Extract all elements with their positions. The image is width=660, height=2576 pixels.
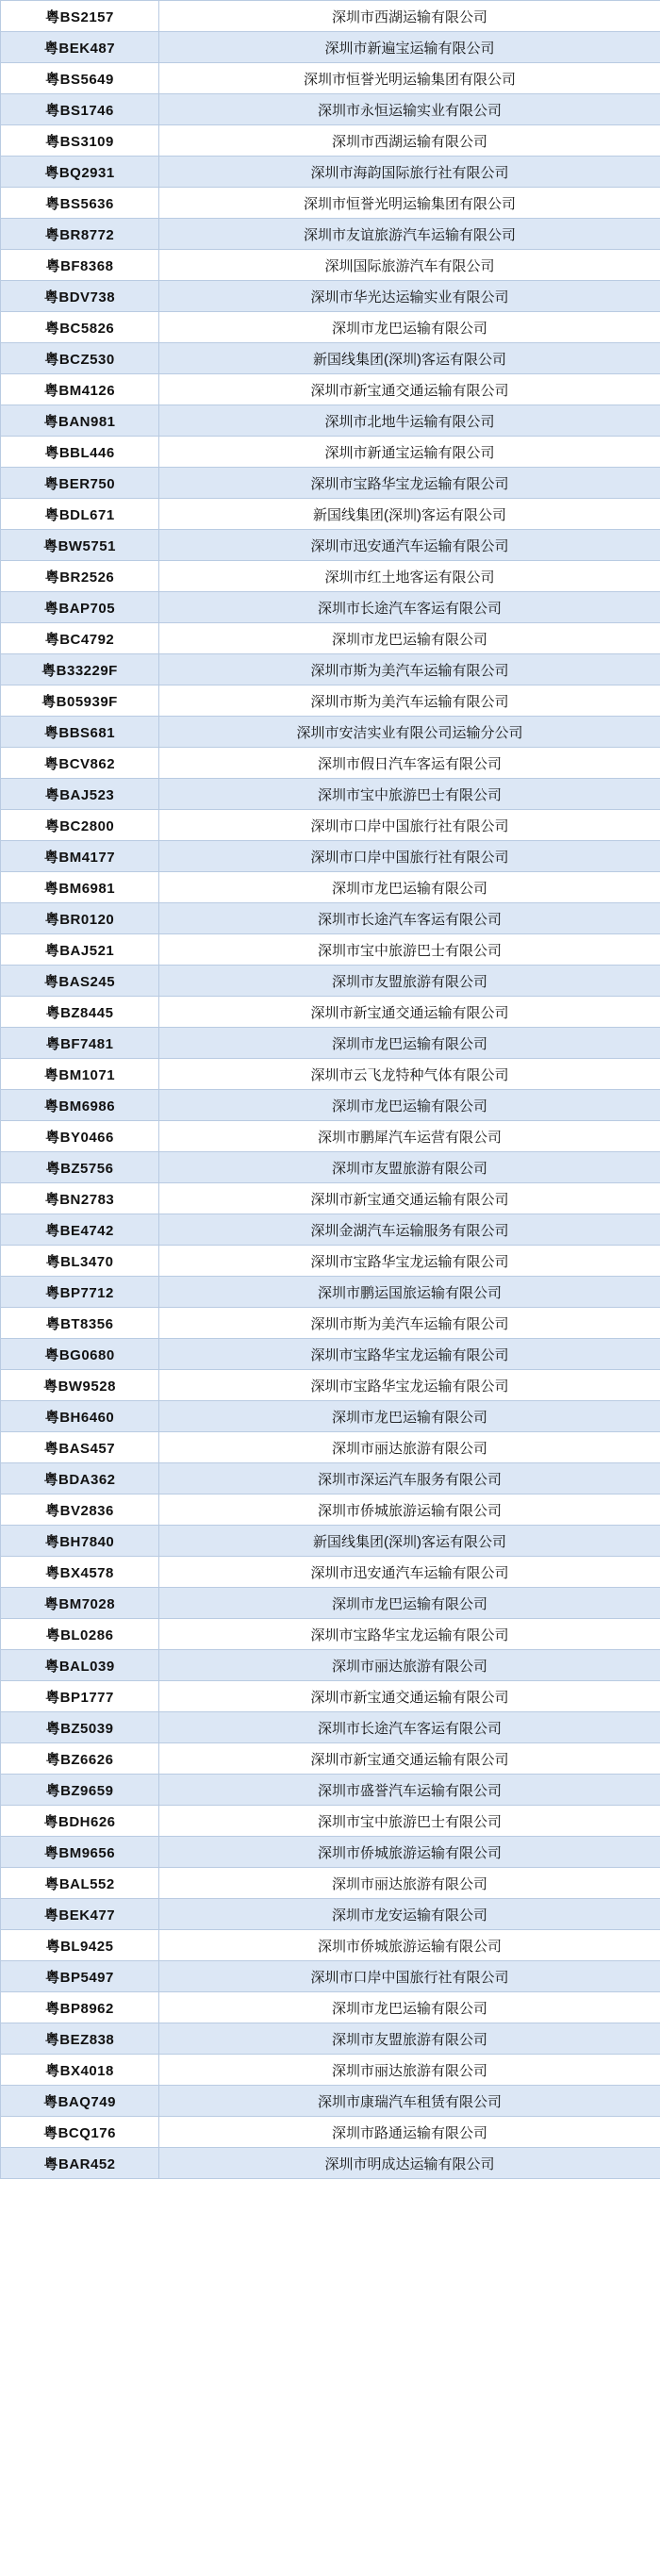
plate-number-cell: 粤BR0120 [1,903,159,934]
table-row [1,1,660,32]
plate-number-cell: 粤BAS457 [1,1432,159,1463]
plate-number-cell: 粤BW5751 [1,530,159,561]
company-name-cell: 深圳市斯为美汽车运输有限公司 [159,685,660,717]
company-name-cell: 深圳市宝中旅游巴士有限公司 [159,779,660,810]
company-name-cell: 深圳市丽达旅游有限公司 [159,1432,660,1463]
company-name-cell: 深圳市丽达旅游有限公司 [159,1650,660,1681]
company-name-cell: 深圳市宝中旅游巴士有限公司 [159,934,660,966]
company-name-cell: 深圳国际旅游汽车有限公司 [159,250,660,281]
table-row [1,561,660,592]
plate-number-cell: 粤BP8962 [1,1992,159,2023]
table-row [1,1183,660,1214]
company-name-cell: 深圳市新遍宝运输有限公司 [159,32,660,63]
plate-number-cell: 粤BS5649 [1,63,159,94]
table-row [1,654,660,685]
table-row [1,157,660,188]
table-row [1,1806,660,1837]
company-name-cell: 深圳市路通运输有限公司 [159,2117,660,2148]
plate-number-cell: 粤BC2800 [1,810,159,841]
table-row [1,748,660,779]
company-name-cell: 深圳市新宝通交通运输有限公司 [159,1183,660,1214]
table-row [1,872,660,903]
plate-number-cell: 粤BAS245 [1,966,159,997]
company-name-cell: 深圳市新宝通交通运输有限公司 [159,1681,660,1712]
table-row [1,934,660,966]
plate-number-cell: 粤BM7028 [1,1588,159,1619]
table-row [1,32,660,63]
table-row [1,1557,660,1588]
table-row [1,1152,660,1183]
table-row [1,2117,660,2148]
plate-number-cell: 粤BM4177 [1,841,159,872]
table-row [1,841,660,872]
plate-number-cell: 粤BDV738 [1,281,159,312]
plate-number-cell: 粤BM4126 [1,374,159,405]
company-name-cell: 深圳市西湖运输有限公司 [159,125,660,157]
company-name-cell: 深圳市丽达旅游有限公司 [159,1868,660,1899]
plate-number-cell: 粤BM1071 [1,1059,159,1090]
plate-number-cell: 粤BZ8445 [1,997,159,1028]
plate-number-cell: 粤BH7840 [1,1526,159,1557]
plate-number-cell: 粤BDL671 [1,499,159,530]
plate-number-cell: 粤BP7712 [1,1277,159,1308]
plate-number-cell: 粤BBL446 [1,437,159,468]
plate-number-cell: 粤BAQ749 [1,2086,159,2117]
table-row [1,1868,660,1899]
table-row [1,1899,660,1930]
company-name-cell: 深圳市友谊旅游汽车运输有限公司 [159,219,660,250]
plate-number-cell: 粤BAJ521 [1,934,159,966]
plate-number-cell: 粤BEK487 [1,32,159,63]
company-name-cell: 深圳市盛誉汽车运输有限公司 [159,1775,660,1806]
company-name-cell: 深圳市迅安通汽车运输有限公司 [159,530,660,561]
company-name-cell: 深圳市龙安运输有限公司 [159,1899,660,1930]
table-row [1,2055,660,2086]
plate-number-cell: 粤BG0680 [1,1339,159,1370]
company-name-cell: 深圳市龙巴运输有限公司 [159,623,660,654]
company-name-cell: 深圳金湖汽车运输服务有限公司 [159,1214,660,1246]
plate-number-cell: 粤BL9425 [1,1930,159,1961]
plate-number-cell: 粤BP5497 [1,1961,159,1992]
company-name-cell: 深圳市假日汽车客运有限公司 [159,748,660,779]
company-name-cell: 深圳市宝路华宝龙运输有限公司 [159,1339,660,1370]
plate-number-cell: 粤BAP705 [1,592,159,623]
company-name-cell: 深圳市龙巴运输有限公司 [159,1588,660,1619]
table-row [1,499,660,530]
company-name-cell: 深圳市红土地客运有限公司 [159,561,660,592]
table-row [1,903,660,934]
table-row [1,685,660,717]
plate-number-cell: 粤BAN981 [1,405,159,437]
table-row [1,2023,660,2055]
plate-number-cell: 粤BF8368 [1,250,159,281]
plate-number-cell: 粤BS3109 [1,125,159,157]
plate-number-cell: 粤BE4742 [1,1214,159,1246]
plate-number-cell: 粤BAL552 [1,1868,159,1899]
table-row [1,1432,660,1463]
plate-number-cell: 粤BR2526 [1,561,159,592]
plate-number-cell: 粤BS2157 [1,1,159,32]
table-body [1,1,660,2179]
table-row [1,374,660,405]
company-name-cell: 深圳市龙巴运输有限公司 [159,872,660,903]
table-row [1,623,660,654]
plate-number-cell: 粤BS1746 [1,94,159,125]
company-name-cell: 深圳市龙巴运输有限公司 [159,1028,660,1059]
plate-number-cell: 粤BC5826 [1,312,159,343]
company-name-cell: 深圳市龙巴运输有限公司 [159,312,660,343]
company-name-cell: 深圳市明成达运输有限公司 [159,2148,660,2179]
plate-number-cell: 粤BDA362 [1,1463,159,1494]
plate-number-cell: 粤BN2783 [1,1183,159,1214]
table-row [1,1930,660,1961]
table-row [1,94,660,125]
company-name-cell: 新国线集团(深圳)客运有限公司 [159,1526,660,1557]
table-row [1,437,660,468]
table-row [1,281,660,312]
plate-number-cell: 粤BY0466 [1,1121,159,1152]
company-name-cell: 深圳市友盟旅游有限公司 [159,1152,660,1183]
plate-number-cell: 粤BCQ176 [1,2117,159,2148]
company-name-cell: 深圳市新宝通交通运输有限公司 [159,374,660,405]
table-row [1,250,660,281]
table-row [1,1992,660,2023]
table-row [1,1494,660,1526]
table-row [1,779,660,810]
table-row [1,63,660,94]
company-name-cell: 深圳市斯为美汽车运输有限公司 [159,1308,660,1339]
table-row [1,1619,660,1650]
company-name-cell: 深圳市康瑞汽车租赁有限公司 [159,2086,660,2117]
company-name-cell: 深圳市鹏运国旅运输有限公司 [159,1277,660,1308]
plate-number-cell: 粤B33229F [1,654,159,685]
plate-number-cell: 粤BM6986 [1,1090,159,1121]
company-name-cell: 深圳市侨城旅游运输有限公司 [159,1930,660,1961]
plate-number-cell: 粤BDH626 [1,1806,159,1837]
table-row [1,810,660,841]
company-name-cell: 深圳市宝路华宝龙运输有限公司 [159,1370,660,1401]
plate-number-cell: 粤BM6981 [1,872,159,903]
table-row [1,1370,660,1401]
company-name-cell: 深圳市宝中旅游巴士有限公司 [159,1806,660,1837]
plate-number-cell: 粤BV2836 [1,1494,159,1526]
table-row [1,343,660,374]
company-name-cell: 深圳市华光达运输实业有限公司 [159,281,660,312]
company-name-cell: 深圳市龙巴运输有限公司 [159,1401,660,1432]
company-name-cell: 深圳市长途汽车客运有限公司 [159,592,660,623]
table-row [1,997,660,1028]
table-row [1,1837,660,1868]
company-name-cell: 深圳市长途汽车客运有限公司 [159,903,660,934]
table-row [1,405,660,437]
plate-number-cell: 粤BZ9659 [1,1775,159,1806]
company-name-cell: 深圳市安洁实业有限公司运输分公司 [159,717,660,748]
table-row [1,966,660,997]
plate-number-cell: 粤BEK477 [1,1899,159,1930]
table-row [1,1214,660,1246]
company-name-cell: 深圳市龙巴运输有限公司 [159,1090,660,1121]
company-name-cell: 深圳市宝路华宝龙运输有限公司 [159,1619,660,1650]
plate-number-cell: 粤BX4018 [1,2055,159,2086]
company-name-cell: 深圳市口岸中国旅行社有限公司 [159,1961,660,1992]
table-row [1,1090,660,1121]
table-row [1,1681,660,1712]
company-name-cell: 深圳市宝路华宝龙运输有限公司 [159,468,660,499]
table-row [1,1650,660,1681]
company-name-cell: 深圳市新宝通交通运输有限公司 [159,997,660,1028]
company-name-cell: 深圳市深运汽车服务有限公司 [159,1463,660,1494]
plate-number-cell: 粤BEZ838 [1,2023,159,2055]
table-row [1,1588,660,1619]
plate-number-cell: 粤BH6460 [1,1401,159,1432]
plate-number-cell: 粤BZ6626 [1,1743,159,1775]
plate-number-cell: 粤BAR452 [1,2148,159,2179]
plate-number-cell: 粤BT8356 [1,1308,159,1339]
company-name-cell: 深圳市长途汽车客运有限公司 [159,1712,660,1743]
plate-number-cell: 粤BC4792 [1,623,159,654]
table-row [1,188,660,219]
plate-number-cell: 粤BAL039 [1,1650,159,1681]
table-row [1,717,660,748]
plate-number-cell: 粤BL3470 [1,1246,159,1277]
company-name-cell: 深圳市口岸中国旅行社有限公司 [159,841,660,872]
table-row [1,1526,660,1557]
plate-number-cell: 粤BX4578 [1,1557,159,1588]
table-row [1,1246,660,1277]
plate-number-cell: 粤B05939F [1,685,159,717]
company-name-cell: 深圳市口岸中国旅行社有限公司 [159,810,660,841]
company-name-cell: 深圳市斯为美汽车运输有限公司 [159,654,660,685]
table-row [1,530,660,561]
plate-number-cell: 粤BP1777 [1,1681,159,1712]
company-name-cell: 深圳市龙巴运输有限公司 [159,1992,660,2023]
company-name-cell: 深圳市云飞龙特种气体有限公司 [159,1059,660,1090]
table-row [1,125,660,157]
table-row [1,312,660,343]
company-name-cell: 深圳市侨城旅游运输有限公司 [159,1494,660,1526]
company-name-cell: 深圳市鹏犀汽车运营有限公司 [159,1121,660,1152]
table-row [1,468,660,499]
table-row [1,1059,660,1090]
plate-number-cell: 粤BZ5756 [1,1152,159,1183]
table-row [1,219,660,250]
company-name-cell: 深圳市迅安通汽车运输有限公司 [159,1557,660,1588]
company-name-cell: 新国线集团(深圳)客运有限公司 [159,499,660,530]
table-row [1,1308,660,1339]
company-name-cell: 深圳市宝路华宝龙运输有限公司 [159,1246,660,1277]
table-row [1,592,660,623]
plate-number-cell: 粤BBS681 [1,717,159,748]
plate-number-cell: 粤BCZ530 [1,343,159,374]
plate-number-cell: 粤BZ5039 [1,1712,159,1743]
company-name-cell: 深圳市北地牛运输有限公司 [159,405,660,437]
table-row [1,2086,660,2117]
plate-number-cell: 粤BL0286 [1,1619,159,1650]
table-row [1,1463,660,1494]
table-row [1,1712,660,1743]
company-name-cell: 深圳市新宝通交通运输有限公司 [159,1743,660,1775]
plate-number-cell: 粤BS5636 [1,188,159,219]
table-row [1,2148,660,2179]
table-row [1,1743,660,1775]
company-name-cell: 深圳市海韵国际旅行社有限公司 [159,157,660,188]
company-name-cell: 深圳市永恒运输实业有限公司 [159,94,660,125]
plate-number-cell: 粤BQ2931 [1,157,159,188]
company-name-cell: 深圳市恒誉光明运输集团有限公司 [159,188,660,219]
table-row [1,1775,660,1806]
company-name-cell: 新国线集团(深圳)客运有限公司 [159,343,660,374]
company-name-cell: 深圳市西湖运输有限公司 [159,1,660,32]
table-row [1,1961,660,1992]
plate-number-cell: 粤BCV862 [1,748,159,779]
table-row [1,1121,660,1152]
plate-number-cell: 粤BW9528 [1,1370,159,1401]
table-row [1,1339,660,1370]
plate-number-cell: 粤BER750 [1,468,159,499]
company-name-cell: 深圳市丽达旅游有限公司 [159,2055,660,2086]
table-row [1,1028,660,1059]
company-name-cell: 深圳市恒誉光明运输集团有限公司 [159,63,660,94]
company-name-cell: 深圳市新通宝运输有限公司 [159,437,660,468]
plate-number-cell: 粤BF7481 [1,1028,159,1059]
company-name-cell: 深圳市友盟旅游有限公司 [159,2023,660,2055]
plate-number-cell: 粤BR8772 [1,219,159,250]
table-row [1,1401,660,1432]
plate-number-cell: 粤BM9656 [1,1837,159,1868]
company-name-cell: 深圳市侨城旅游运输有限公司 [159,1837,660,1868]
company-name-cell: 深圳市友盟旅游有限公司 [159,966,660,997]
plate-number-cell: 粤BAJ523 [1,779,159,810]
table-row [1,1277,660,1308]
